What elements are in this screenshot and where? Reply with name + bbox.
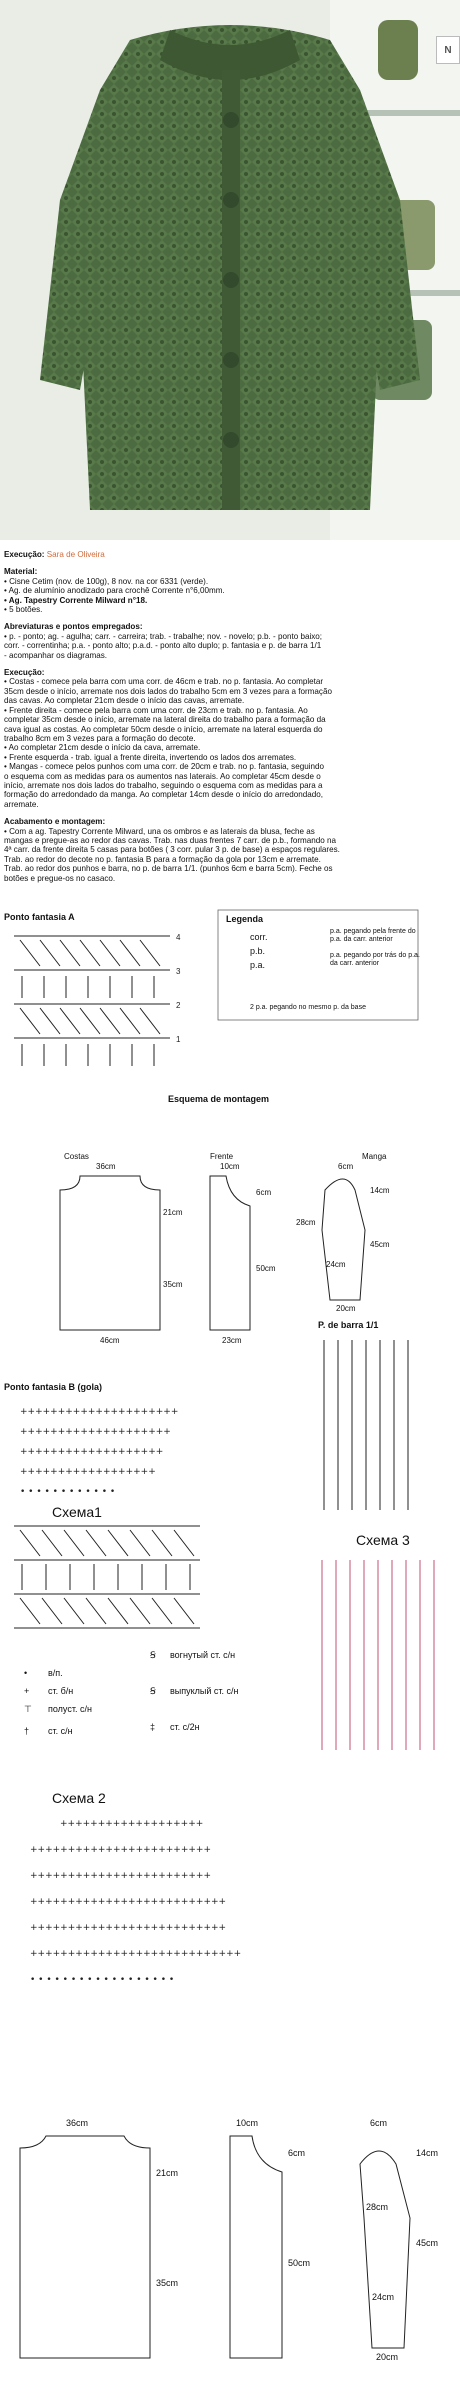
ru-legend-text: полуст. с/н (48, 1704, 92, 1714)
costas-body: 35cm (163, 1280, 183, 1289)
instructions-text (4, 550, 456, 883)
bottom-pattern-diagram (0, 2108, 460, 2368)
manga-bottom: 20cm (336, 1304, 356, 1313)
exec-line: • Mangas - comece pelos punhos com uma corr. de 20cm e trab. no p. fantasia, seguindo (4, 762, 325, 772)
stitch-a-section (0, 900, 460, 1090)
exec-line: arremate. (4, 799, 39, 809)
exec-line: • Frente esquerda - trab. igual a frente direita, invertendo os lados dos arremates. (4, 752, 297, 762)
svg-text:4: 4 (176, 933, 181, 942)
montage-title: Esquema de montagem (168, 1094, 270, 1104)
exec-line: trabalho 8cm em 3 vezes para a formação do decote. (4, 733, 196, 743)
exec-title: Execução: (4, 668, 45, 678)
exec-line: o esquema com as medidas para os aumentos nas laterais. Ao completar 45cm desde o (4, 771, 321, 781)
abbr-line: • p. - ponto; ag. - agulha; carr. - carreira; trab. - trabalhe; nov. - novelo; p.b. - ponto baixo; (4, 631, 323, 641)
material-line: • 5 botões. (4, 605, 43, 615)
ru-legend-sym: • (24, 1668, 28, 1678)
abbr-title: Abreviaturas e pontos empregados: (4, 622, 143, 632)
sleeve-length: 45cm (416, 2238, 439, 2248)
schema2-title: Схема 2 (52, 1790, 106, 1806)
svg-text:++++++++++++++++++++++++++: ++++++++++++++++++++++++++ (30, 1923, 227, 1933)
exec-line: formação do arredondado da manga. Ao completar 14cm desde o início do arredondado, (4, 790, 324, 800)
legend-item: p.a. (250, 960, 266, 970)
ru-legend-sym: † (24, 1726, 30, 1736)
svg-text:+++++++++++++++++++: +++++++++++++++++++ (60, 1819, 204, 1829)
legend-item: corr. (250, 932, 268, 942)
svg-text:++++++++++++++++++++: ++++++++++++++++++++ (20, 1427, 171, 1437)
ru-legend-sym: Ꞩ (150, 1686, 156, 1696)
material-line: • Ag. de alumínio anodizado para crochê Corrente n°6,00mm. (4, 586, 225, 596)
frente-body: 50cm (256, 1264, 276, 1273)
svg-text:+++++++++++++++++++++: +++++++++++++++++++++ (20, 1407, 179, 1417)
exec-line: completar 35cm desde o início, arremate na lateral direita do trabalho para a formação da (4, 715, 326, 725)
material-line: • Ag. Tapestry Corrente Milward n°18. (4, 595, 148, 605)
svg-text:1: 1 (176, 1035, 181, 1044)
front-neck: 6cm (288, 2148, 306, 2158)
sleeve-bottom: 20cm (376, 2352, 399, 2362)
ru-legend-text: выпуклый ст. с/н (170, 1686, 239, 1696)
product-photo (0, 0, 460, 540)
svg-text:++++++++++++++++++++++++++: ++++++++++++++++++++++++++ (30, 1897, 227, 1907)
exec-line: • Ao completar 21cm desde o início da cava, arremate. (4, 743, 201, 753)
manga-w2: 24cm (326, 1260, 346, 1269)
schema1-title: Схема1 (52, 1504, 102, 1520)
barra-label: P. de barra 1/1 (318, 1320, 379, 1330)
frente-bottom: 23cm (222, 1336, 242, 1345)
legend-item: p.b. (250, 946, 266, 956)
execution-name: Sara de Oliveira (46, 550, 105, 559)
manga-length: 45cm (370, 1240, 390, 1249)
exec-line: cava igual as costas. Ao completar 50cm desde o início, arremate na lateral esquerda do (4, 724, 323, 734)
manga-w1: 28cm (296, 1218, 316, 1227)
finish-line: Trab. ao redor do decote no p. fantasia B para a formação da gola por 13cm e arremate. (4, 854, 321, 864)
sleeve-cap: 14cm (416, 2148, 439, 2158)
manga-cap: 14cm (370, 1186, 390, 1195)
exec-line: • Frente direita - comece pela barra com uma corr. de 23cm e trab. no p. fantasia. Ao (4, 705, 308, 715)
legend-title: Legenda (226, 914, 264, 924)
exec-line: 35cm desde o início, arremate nos dois lados do trabalho 5cm em 3 vezes para a formação (4, 686, 332, 696)
ru-legend-text: ст. б/н (48, 1686, 74, 1696)
legend-item: 2 p.a. pegando no mesmo p. da base (250, 1004, 366, 1011)
russian-schemes (0, 1500, 460, 2120)
costas-label: Costas (64, 1152, 89, 1161)
svg-text:++++++++++++++++++++++++: ++++++++++++++++++++++++ (30, 1871, 211, 1881)
exec-line: • Costas - comece pela barra com uma corr. de 46cm e trab. no p. fantasia. Ao completar (4, 677, 324, 687)
sleeve-top: 6cm (370, 2118, 388, 2128)
finish-line: Trab. ao redor dos punhos e barra, no p. de barra 1/1. (punhos 6cm e barra 5cm). Feche os (4, 864, 333, 874)
montage-section (0, 1090, 460, 1510)
corner-badge: N (436, 36, 460, 64)
ru-legend-sym: Ꞩ (150, 1650, 156, 1660)
sleeve-w1: 28cm (366, 2202, 389, 2212)
front-top: 10cm (236, 2118, 259, 2128)
abbr-line: - acompanhar os diagramas. (4, 650, 108, 660)
manga-label: Manga (362, 1152, 387, 1161)
ru-legend-text: в/п. (48, 1668, 63, 1678)
back-body: 35cm (156, 2278, 179, 2288)
ru-legend-text: ст. с/2н (170, 1722, 200, 1732)
svg-text:• • • • • • • • • • • • • • •: • • • • • • • • • • • • • • • • • • (30, 1975, 175, 1985)
costas-bottom: 46cm (100, 1336, 120, 1345)
stitch-b-title: Ponto fantasia B (gola) (4, 1382, 103, 1392)
abbr-line: corr. - correntinha; p.a. - ponto alto; p.a.d. - ponto alto duplo; p. fantasia e p. de barra 1/1 (4, 641, 322, 651)
svg-text:++++++++++++++++++++++++: ++++++++++++++++++++++++ (30, 1845, 211, 1855)
stitch-a-title: Ponto fantasia A (4, 912, 75, 922)
schema3-title: Схема 3 (356, 1532, 410, 1548)
svg-text:3: 3 (176, 967, 181, 976)
finish-line: botões e pregue-os no casaco. (4, 873, 116, 883)
stitch-b-barra-diagram (0, 1090, 460, 1510)
material-line: • Cisne Cetim (nov. de 100g), 8 nov. na cor 6331 (verde). (4, 576, 209, 586)
finish-line: • Com a ag. Tapestry Corrente Milward, una os ombros e as laterais da blusa, feche as (4, 826, 315, 836)
execution-label: Execução: (4, 550, 45, 559)
ru-legend-sym: ⊤ (24, 1704, 32, 1714)
ru-legend-sym: + (24, 1686, 30, 1696)
legend-item: p.a. pegando pela frente do p.a. da carr. anterior (330, 928, 416, 943)
exec-line: das cavas. Ao completar 21cm desde o início das cavas, arremate. (4, 696, 245, 706)
bottom-scheme (0, 2108, 460, 2368)
legend-item: p.a. pegando por trás do p.a. da carr. anterior (330, 952, 420, 967)
svg-text:2: 2 (176, 1001, 181, 1010)
ru-legend-text: ст. с/н (48, 1726, 73, 1736)
finish-line: mangas e pregue-as ao redor das cavas. Trab. nas duas frentes 7 carr. de p.b., formando na (4, 835, 337, 845)
frente-neck: 6cm (256, 1188, 272, 1197)
sleeve-w2: 24cm (372, 2292, 395, 2302)
schema-diagrams (0, 1500, 460, 2120)
exec-line: início, arremate nos dois lados do trabalho, seguindo o esquema com as medidas para a (4, 780, 323, 790)
front-body: 50cm (288, 2258, 311, 2268)
ru-legend-text: вогнутый ст. с/н (170, 1650, 236, 1660)
material-title: Material: (4, 567, 38, 577)
finish-title: Acabamento e montagem: (4, 817, 106, 827)
ru-legend-sym: ‡ (150, 1722, 156, 1732)
costas-armhole: 21cm (163, 1208, 183, 1217)
svg-text:++++++++++++++++++++++++++++: ++++++++++++++++++++++++++++ (30, 1949, 242, 1959)
manga-top: 6cm (338, 1162, 354, 1171)
costas-top: 36cm (96, 1162, 116, 1171)
back-armhole: 21cm (156, 2168, 179, 2178)
back-top: 36cm (66, 2118, 89, 2128)
svg-text:+++++++++++++++++++: +++++++++++++++++++ (20, 1447, 164, 1457)
svg-text:++++++++++++++++++: ++++++++++++++++++ (20, 1467, 156, 1477)
svg-text:• • • • • • • • • • • •: • • • • • • • • • • • • (20, 1487, 116, 1497)
frente-label: Frente (210, 1152, 234, 1161)
frente-top: 10cm (220, 1162, 240, 1171)
finish-line: 4ª carr. da frente direita 5 casas para botões ( 3 corr. pular 3 p. de base) a espaços regulares. (4, 845, 340, 855)
cardigan-illustration (0, 0, 460, 540)
